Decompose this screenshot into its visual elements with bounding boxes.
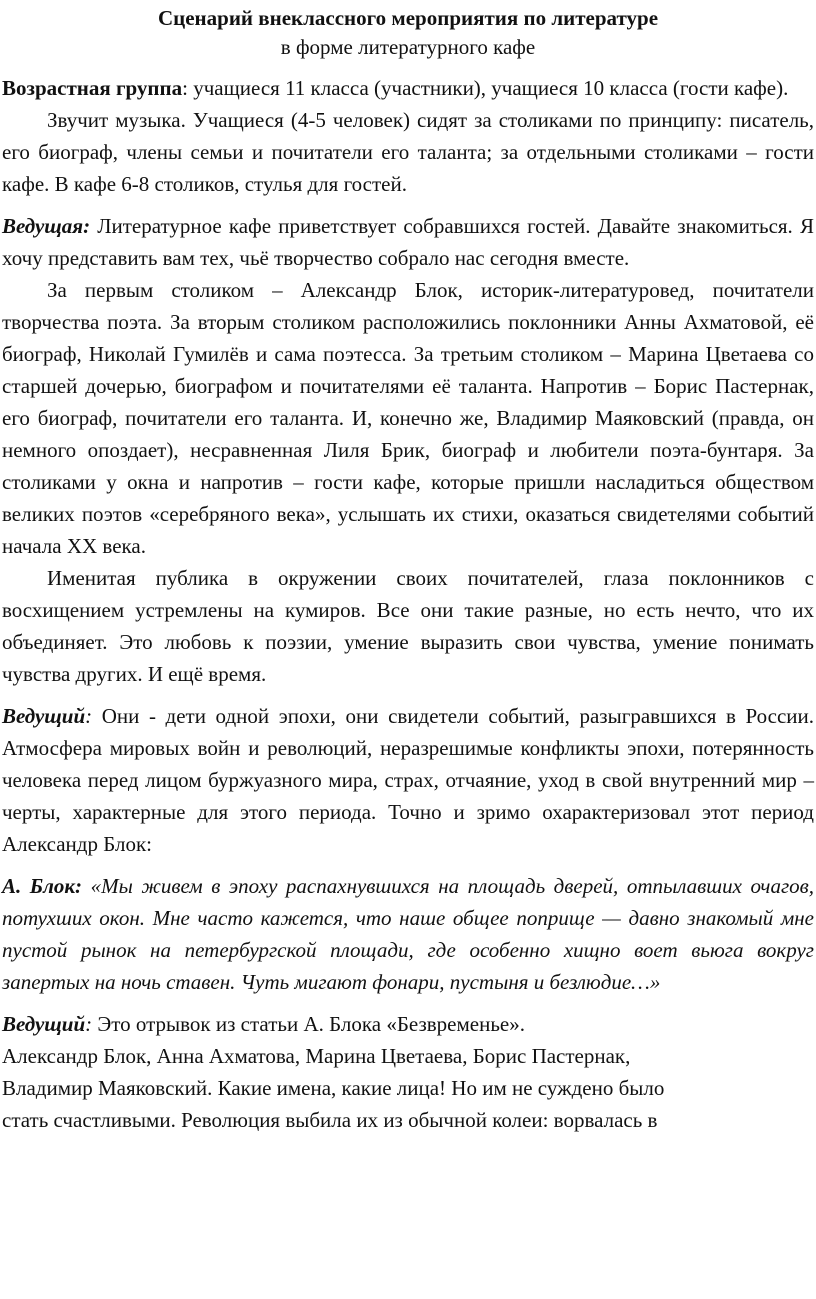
host-male-text: Они - дети одной эпохи, они свидетели событий, разыгравшихся в России. Атмосфера мировых войн и революций, неразрешимые конфликты эпохи, потерянность человека перед лицом буржуазного мира, страх, отчаяние, уход в свой внутренний мир – черты, характерные для этого периода. Точно и зримо охарактеризовал этот период Александр Блок: [2, 704, 814, 856]
host-male-text-2: Это отрывок из статьи А. Блока «Безвременье». [92, 1012, 525, 1036]
public-paragraph: Именитая публика в окружении своих почитателей, глаза поклонников с восхищением устремлены на кумиров. Все они такие разные, но есть нечто, что их объединяет. Это любовь к поэзии, умение выразить свои чувства, умение понимать чувства других. И ещё время. [2, 566, 814, 686]
final-line: Владимир Маяковский. Какие имена, какие лица! Но им не суждено было [2, 1076, 665, 1100]
final-paragraph [2, 1040, 814, 1136]
tables-paragraph: За первым столиком – Александр Блок, историк-литературовед, почитатели творчества поэта. За вторым столиком расположились поклонники Анны Ахматовой, её биограф, Николай Гумилёв и сама поэтесса. За третьим столиком – Марина Цветаева со старшей дочерью, биографом и почитателями её таланта. Напротив – Борис Пастернак, его биограф, почитатели его таланта. И, конечно же, Владимир Маяковский (правда, он немного опоздает), несравненная Лиля Брик, биограф и любители поэта-бунтаря. За столиками у окна и напротив – гости кафе, которые пришли насладиться обществом великих поэтов «серебряного века», услышать их стихи, оказаться свидетелями событий начала XX века. [2, 278, 814, 558]
final-line: Александр Блок, Анна Ахматова, Марина Цветаева, Борис Пастернак, [2, 1044, 631, 1068]
host-male-label-2: Ведущий [2, 1012, 86, 1036]
document-subtitle: в форме литературного кафе [280, 35, 536, 59]
document-title: Сценарий внеклассного мероприятия по литературе [157, 6, 659, 30]
age-group-paragraph [2, 72, 814, 104]
age-group-text: : учащиеся 11 класса (участники), учащиеся 10 класса (гости кафе). [182, 76, 789, 100]
host-female-paragraph [2, 210, 814, 274]
host-male-colon-2: : [85, 1012, 93, 1036]
blok-quote-text: «Мы живем в эпоху распахнувшихся на площадь дверей, отпылавших очагов, потухших окон. Мне часто кажется, что наше общее поприще — давно знакомый мне пустой рынок на петербургской площади, где особенно хищно воет вьюга вокруг запертых на ночь ставен. Чуть мигают фонари, пустыня и безлюдие…» [2, 874, 815, 994]
host-female-label: Ведущая: [2, 214, 91, 238]
host-male-label: Ведущий [2, 704, 86, 728]
host-male-paragraph [2, 700, 814, 860]
host-female-text: Литературное кафе приветствует собравшихся гостей. Давайте знакомиться. Я хочу представить вам тех, чьё творчество собрало нас сегодня вместе. [2, 214, 814, 270]
blok-quote-paragraph [2, 870, 814, 998]
music-paragraph: Звучит музыка. Учащиеся (4-5 человек) сидят за столиками по принципу: писатель, его биограф, члены семьи и почитатели его таланта; за отдельными столиками – гости кафе. В кафе 6-8 столиков, стулья для гостей. [2, 108, 814, 196]
host-male-paragraph-2 [2, 1008, 814, 1040]
host-male-colon: : [85, 704, 93, 728]
blok-quote-label: А. Блок: [2, 874, 83, 898]
final-line: стать счастливыми. Революция выбила их из обычной колеи: ворвалась в [2, 1108, 658, 1132]
age-group-label: Возрастная группа [2, 76, 183, 100]
